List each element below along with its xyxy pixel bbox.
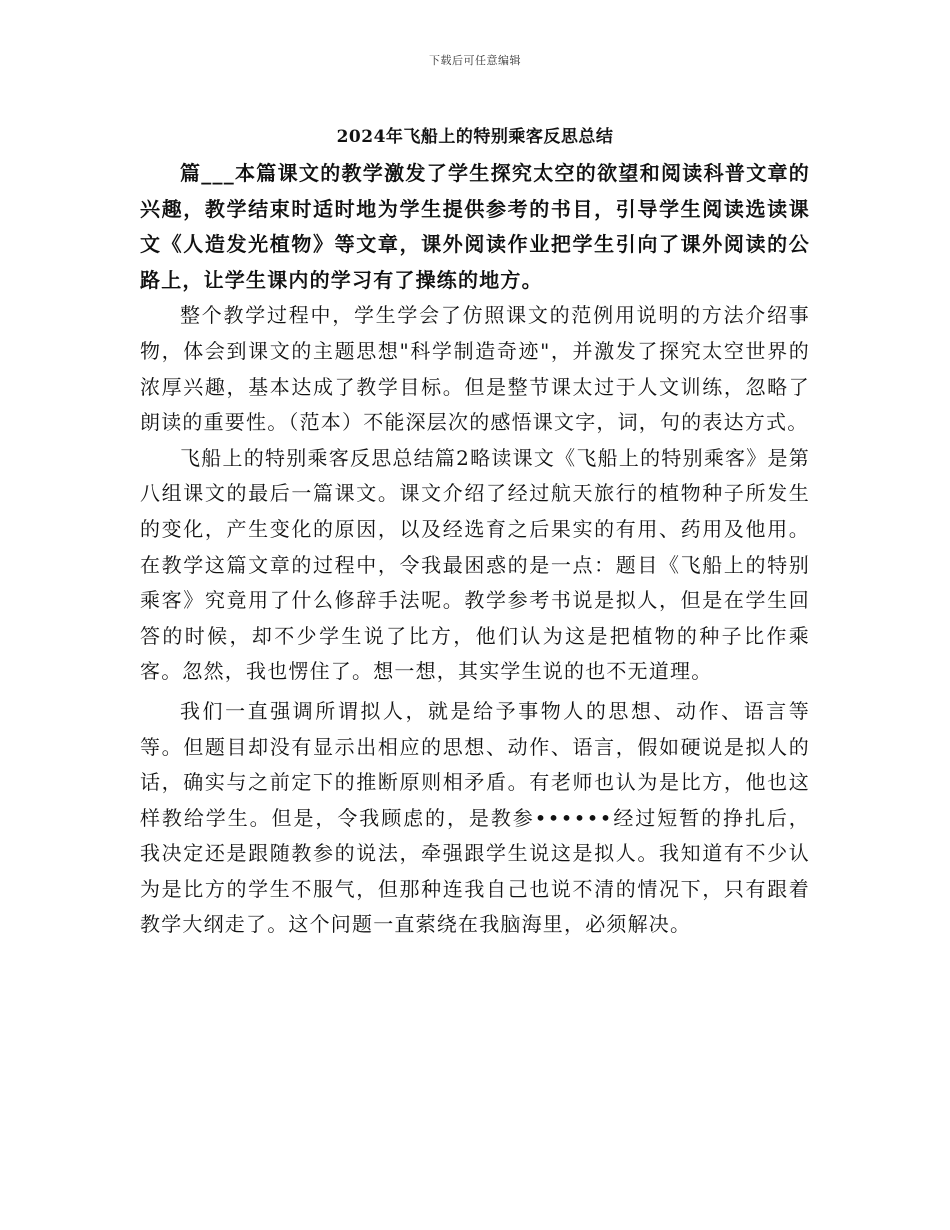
paragraph-1: 篇___本篇课文的教学激发了学生探究太空的欲望和阅读科普文章的兴趣，教学结束时适时地为学生提供参考的书目，引导学生阅读选读课文《人造发光植物》等文章，课外阅读作业把学生引向了课外阅读的公路上，让学生课内的学习有了操练的地方。 bbox=[140, 161, 810, 292]
document-body bbox=[140, 156, 810, 943]
paragraph-3: 飞船上的特别乘客反思总结篇2略读课文《飞船上的特别乘客》是第八组课文的最后一篇课文。课文介绍了经过航天旅行的植物种子所发生的变化，产生变化的原因，以及经选育之后果实的有用、药用及他用。在教学这篇文章的过程中，令我最困惑的是一点：题目《飞船上的特别乘客》究竟用了什么修辞手法呢。教学参考书说是拟人，但是在学生回答的时候，却不少学生说了比方，他们认为这是把植物的种子比作乘客。忽然，我也愣住了。想一想，其实学生说的也不无道理。 bbox=[140, 445, 810, 684]
page-header-note: 下载后可任意编辑 bbox=[429, 54, 521, 67]
document-title: 2024年飞船上的特别乘客反思总结 bbox=[336, 127, 614, 147]
paragraph-4: 我们一直强调所谓拟人，就是给予事物人的思想、动作、语言等等。但题目却没有显示出相应的思想、动作、语言，假如硬说是拟人的话，确实与之前定下的推断原则相矛盾。有老师也认为是比方，他也这样教给学生。但是，令我顾虑的，是教参••••••经过短暂的挣扎后，我决定还是跟随教参的说法，牵强跟学生说这是拟人。我知道有不少认为是比方的学生不服气，但那种连我自己也说不清的情况下，只有跟着教学大纲走了。这个问题一直萦绕在我脑海里，必须解决。 bbox=[140, 698, 810, 937]
paragraph-2: 整个教学过程中，学生学会了仿照课文的范例用说明的方法介绍事物，体会到课文的主题思想"科学制造奇迹"，并激发了探究太空世界的浓厚兴趣，基本达成了教学目标。但是整节课太过于人文训练，忽略了朗读的重要性。（范本）不能深层次的感悟课文字，词，句的表达方式。 bbox=[140, 303, 810, 435]
